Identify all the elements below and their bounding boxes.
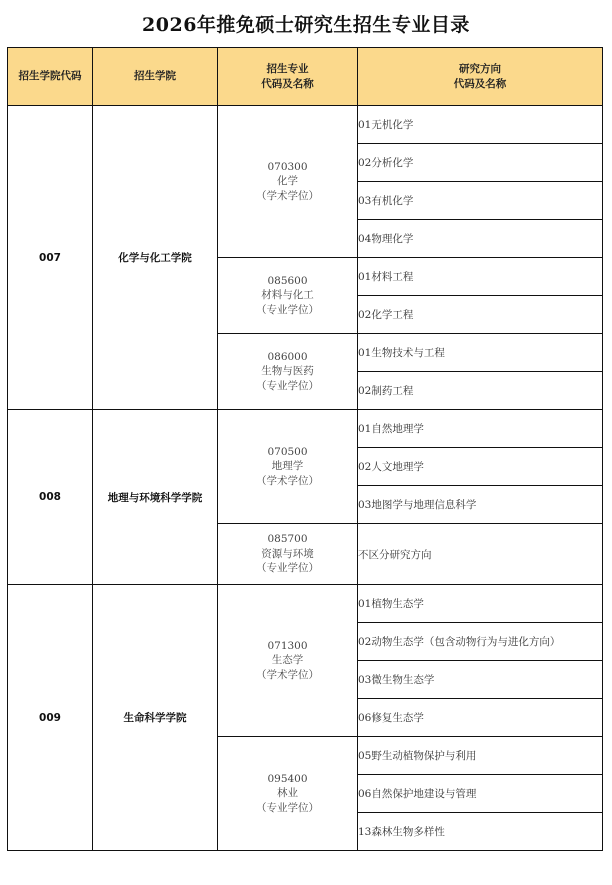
college-code: 007 bbox=[8, 106, 93, 410]
major-code: 085600 bbox=[267, 274, 308, 287]
direction-cell: 01自然地理学 bbox=[358, 410, 603, 448]
direction-cell: 02化学工程 bbox=[358, 296, 603, 334]
direction-cell: 不区分研究方向 bbox=[358, 524, 603, 585]
major-name: 地理学 bbox=[271, 460, 304, 473]
header-major bbox=[218, 48, 358, 106]
direction-cell: 02动物生态学（包含动物行为与进化方向） bbox=[358, 623, 603, 661]
direction-cell: 04物理化学 bbox=[358, 220, 603, 258]
page-title: 2026年推免硕士研究生招生专业目录 bbox=[142, 14, 470, 36]
major-type: （学术学位） bbox=[256, 189, 319, 202]
header-direction-line2: 代码及名称 bbox=[453, 77, 507, 90]
major-code: 070300 bbox=[267, 160, 308, 173]
major-cell bbox=[218, 737, 358, 851]
table-row bbox=[8, 585, 603, 623]
major-name: 生物与医药 bbox=[261, 365, 314, 378]
major-code: 086000 bbox=[267, 350, 308, 363]
direction-cell: 02分析化学 bbox=[358, 144, 603, 182]
direction-cell: 06修复生态学 bbox=[358, 699, 603, 737]
direction-cell: 01无机化学 bbox=[358, 106, 603, 144]
table-row bbox=[8, 410, 603, 448]
major-cell bbox=[218, 410, 358, 524]
college-name: 生命科学学院 bbox=[93, 585, 218, 851]
header-college-name: 招生学院 bbox=[93, 48, 218, 106]
major-cell bbox=[218, 585, 358, 737]
header-college-code: 招生学院代码 bbox=[8, 48, 93, 106]
major-code: 085700 bbox=[267, 533, 308, 546]
table-row bbox=[8, 106, 603, 144]
direction-cell: 03有机化学 bbox=[358, 182, 603, 220]
major-catalog-table bbox=[7, 47, 603, 851]
college-code: 009 bbox=[8, 585, 93, 851]
major-name: 生态学 bbox=[271, 654, 304, 667]
major-cell bbox=[218, 258, 358, 334]
major-code: 071300 bbox=[267, 639, 308, 652]
direction-cell: 01材料工程 bbox=[358, 258, 603, 296]
college-name: 地理与环境科学学院 bbox=[93, 410, 218, 585]
header-direction bbox=[358, 48, 603, 106]
direction-cell: 01植物生态学 bbox=[358, 585, 603, 623]
direction-cell: 03微生物生态学 bbox=[358, 661, 603, 699]
college-code: 008 bbox=[8, 410, 93, 585]
major-cell bbox=[218, 334, 358, 410]
major-type: （学术学位） bbox=[256, 668, 319, 681]
direction-cell: 06自然保护地建设与管理 bbox=[358, 775, 603, 813]
major-name: 材料与化工 bbox=[261, 289, 314, 302]
header-major-line1: 招生专业 bbox=[266, 62, 309, 75]
header-row bbox=[8, 48, 603, 106]
major-type: （专业学位） bbox=[256, 562, 319, 575]
major-type: （专业学位） bbox=[256, 379, 319, 392]
college-name: 化学与化工学院 bbox=[93, 106, 218, 410]
header-direction-line1: 研究方向 bbox=[459, 62, 501, 75]
direction-cell: 02制药工程 bbox=[358, 372, 603, 410]
major-code: 095400 bbox=[267, 772, 308, 785]
direction-cell: 03地图学与地理信息科学 bbox=[358, 486, 603, 524]
major-name: 化学 bbox=[277, 175, 298, 188]
major-name: 资源与环境 bbox=[261, 547, 314, 560]
major-code: 070500 bbox=[267, 445, 308, 458]
major-type: （专业学位） bbox=[256, 303, 319, 316]
major-type: （专业学位） bbox=[256, 801, 319, 814]
direction-cell: 02人文地理学 bbox=[358, 448, 603, 486]
direction-cell: 13森林生物多样性 bbox=[358, 813, 603, 851]
header-major-line2: 代码及名称 bbox=[261, 77, 314, 90]
direction-cell: 01生物技术与工程 bbox=[358, 334, 603, 372]
major-cell bbox=[218, 106, 358, 258]
major-name: 林业 bbox=[277, 787, 298, 800]
direction-cell: 05野生动植物保护与利用 bbox=[358, 737, 603, 775]
major-type: （学术学位） bbox=[256, 474, 319, 487]
major-cell bbox=[218, 524, 358, 585]
